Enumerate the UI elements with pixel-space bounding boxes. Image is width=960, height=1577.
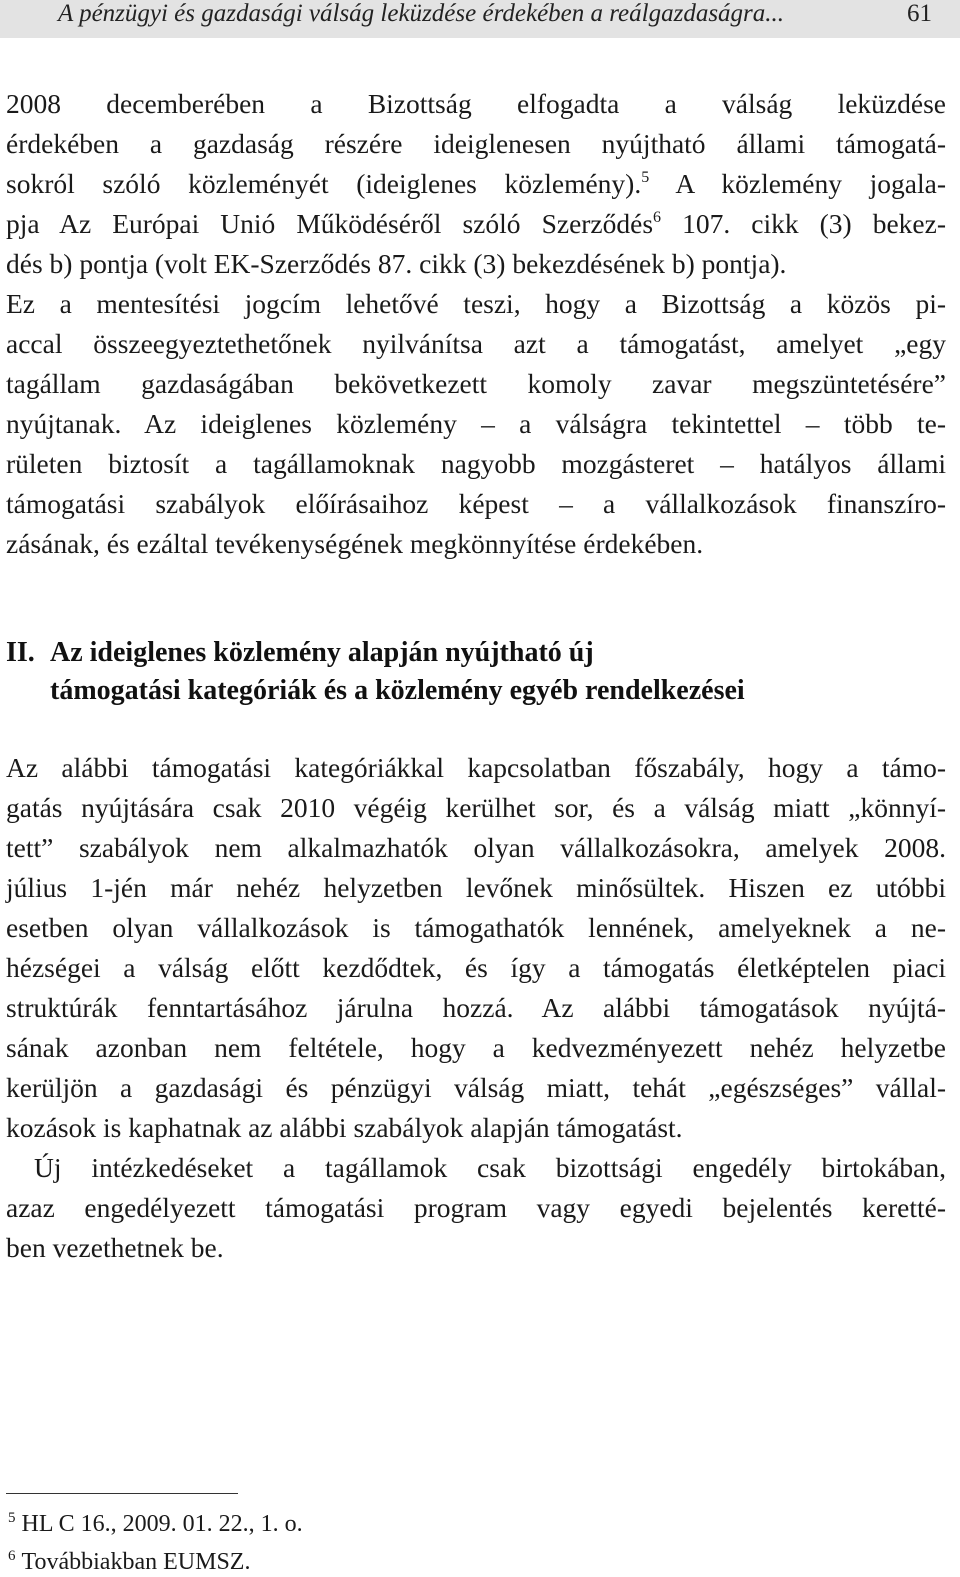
text-fragment: A közlemény jogala- bbox=[649, 168, 947, 199]
text-line: tett” szabályok nem alkalmazhatók olyan vállalkozásokra, amelyek 2008. bbox=[6, 832, 946, 863]
footnote-6 bbox=[8, 1541, 250, 1577]
text-line: dés b) pontja (volt EK-Szerződés 87. cikk (3) bekezdésének b) pontja). bbox=[6, 248, 787, 279]
footnote-rule bbox=[6, 1493, 238, 1494]
text-line: kerüljön a gazdasági és pénzügyi válság miatt, tehát „egészséges” vállal- bbox=[6, 1072, 946, 1103]
running-header bbox=[0, 0, 960, 38]
text-line: Ez a mentesítési jogcím lehetővé teszi, hogy a Bizottság a közös pi- bbox=[6, 288, 946, 319]
footnote-mark: 6 bbox=[8, 1548, 16, 1564]
text-line: nyújtanak. Az ideiglenes közlemény – a válságra tekintettel – több te- bbox=[6, 408, 946, 439]
text-line: 2008 decemberében a Bizottság elfogadta a válság leküzdése bbox=[6, 88, 946, 119]
text-line: Új intézkedéseket a tagállamok csak bizottsági engedély birtokában, bbox=[34, 1152, 946, 1183]
text-line: kozások is kaphatnak az alábbi szabályok alapján támogatást. bbox=[6, 1112, 683, 1143]
text-line: Az alábbi támogatási kategóriákkal kapcsolatban főszabály, hogy a támo- bbox=[6, 752, 946, 783]
text-line: accal összeegyeztethetőnek nyilvánítsa azt a támogatást, amelyet „egy bbox=[6, 328, 946, 359]
section-number: II. bbox=[6, 637, 35, 668]
footnote-ref-6[interactable]: 6 bbox=[653, 209, 662, 226]
text-fragment: sokról szóló közleményét (ideiglenes közlemény). bbox=[6, 168, 642, 199]
text-line: zásának, és ezáltal tevékenységének megkönnyítése érdekében. bbox=[6, 528, 704, 559]
section-title-line-1: Az ideiglenes közlemény alapján nyújtható új bbox=[50, 637, 594, 668]
text-line: gatás nyújtására csak 2010 végéig kerülhet sor, és a válság miatt „könnyí- bbox=[6, 792, 946, 823]
footnote-5 bbox=[8, 1503, 303, 1539]
footnote-mark: 5 bbox=[8, 1510, 16, 1526]
footnote-ref-5[interactable]: 5 bbox=[641, 169, 650, 186]
text-line: hézségei a válság előtt kezdődtek, és így a támogatás életképtelen piaci bbox=[6, 952, 946, 983]
text-line bbox=[6, 164, 946, 204]
text-fragment: 107. cikk (3) bekez- bbox=[661, 208, 946, 239]
text-line: sának azonban nem feltétele, hogy a kedvezményezett nehéz helyzetbe bbox=[6, 1032, 946, 1063]
section-title-line-2: támogatási kategóriák és a közlemény egyéb rendelkezései bbox=[50, 675, 745, 706]
text-line: érdekében a gazdaság részére ideiglenesen nyújtható állami támogatá- bbox=[6, 128, 946, 159]
text-line: rületen biztosít a tagállamoknak nagyobb mozgásteret – hatályos állami bbox=[6, 448, 946, 479]
text-line: azaz engedélyezett támogatási program vagy egyedi bejelentés keretté- bbox=[6, 1192, 946, 1223]
text-line: támogatási szabályok előírásaihoz képest – a vállalkozások finanszíro- bbox=[6, 488, 946, 519]
text-fragment: pja Az Európai Unió Működéséről szóló Szerződés bbox=[6, 208, 654, 239]
running-title: A pénzügyi és gazdasági válság leküzdése érdekében a reálgazdaságra... bbox=[58, 0, 785, 27]
text-line: esetben olyan vállalkozások is támogathatók lennének, amelyeknek a ne- bbox=[6, 912, 946, 943]
footnote-text: HL C 16., 2009. 01. 22., 1. o. bbox=[21, 1511, 303, 1537]
text-line bbox=[6, 204, 946, 244]
page-number: 61 bbox=[907, 0, 932, 27]
text-line: ben vezethetnek be. bbox=[6, 1232, 224, 1263]
text-line: július 1-jén már nehéz helyzetben levőnek minősültek. Hiszen ez utóbbi bbox=[6, 872, 946, 903]
footnote-text: Továbbiakban EUMSZ. bbox=[21, 1549, 251, 1575]
text-line: struktúrák fenntartásához járulna hozzá. Az alábbi támogatások nyújtá- bbox=[6, 992, 946, 1023]
text-line: tagállam gazdaságában bekövetkezett komoly zavar megszüntetésére” bbox=[6, 368, 946, 399]
